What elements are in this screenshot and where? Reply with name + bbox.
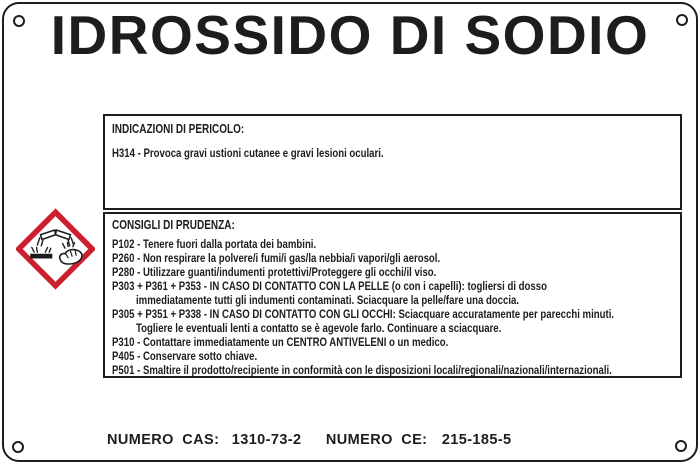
precaution-statement-p102: P102 - Tenere fuori dalla portata dei bambini. — [112, 237, 317, 251]
registry-numbers-line — [107, 432, 512, 448]
ce-number-label: NUMERO CE: — [325, 432, 428, 448]
precaution-statement-p405: P405 - Conservare sotto chiave. — [112, 349, 258, 363]
precaution-statement-p303: P303 + P361 + P353 - IN CASO DI CONTATTO CON LA PELLE (o con i capelli): togliersi di dosso — [112, 279, 547, 293]
precaution-statements — [112, 237, 680, 377]
precaution-statement-p310: P310 - Contattare immediatamente un CENTRO ANTIVELENI o un medico. — [112, 335, 449, 349]
precaution-statement-p260: P260 - Non respirare la polvere/i fumi/i gas/la nebbia/i vapori/gli aerosol. — [112, 251, 441, 265]
precaution-statement-p501: P501 - Smaltire il prodotto/recipiente in conformità con le disposizioni locali/regionali/nazionali/internazionali. — [112, 363, 612, 377]
hazard-statements-box — [103, 114, 682, 210]
cas-number-label: NUMERO CAS: — [107, 432, 220, 448]
precaution-statement-p305-continued: Togliere le eventuali lenti a contatto se è agevole farlo. Continuare a sciacquare. — [136, 321, 502, 335]
precaution-statement-p305: P305 + P351 + P338 - IN CASO DI CONTATTO CON GLI OCCHI: Sciacquare accuratamente per parecchi minuti. — [112, 307, 615, 321]
hazard-box-header: INDICAZIONI DI PERICOLO: — [112, 122, 245, 136]
precaution-box-header: CONSIGLI DI PRUDENZA: — [112, 218, 235, 232]
screw-hole-bottom-left — [12, 441, 24, 453]
hazard-statement-h314: H314 - Provoca gravi ustioni cutanee e gravi lesioni oculari. — [112, 146, 384, 160]
ce-number-value: 215-185-5 — [441, 432, 512, 448]
precautionary-statements-box — [103, 212, 682, 378]
ghs05-corrosion-icon — [16, 207, 95, 291]
screw-hole-bottom-right — [675, 440, 687, 452]
precaution-statement-p303-continued: immediatamente tutti gli indumenti contaminati. Sciacquare la pelle/fare una doccia. — [136, 293, 520, 307]
pictogram-diamond-border — [19, 212, 92, 285]
cas-number-value: 1310-73-2 — [231, 432, 302, 448]
sign-title: IDROSSIDO DI SODIO — [50, 4, 650, 66]
precaution-statement-p280: P280 - Utilizzare guanti/indumenti protettivi/Proteggere gli occhi/il viso. — [112, 265, 437, 279]
